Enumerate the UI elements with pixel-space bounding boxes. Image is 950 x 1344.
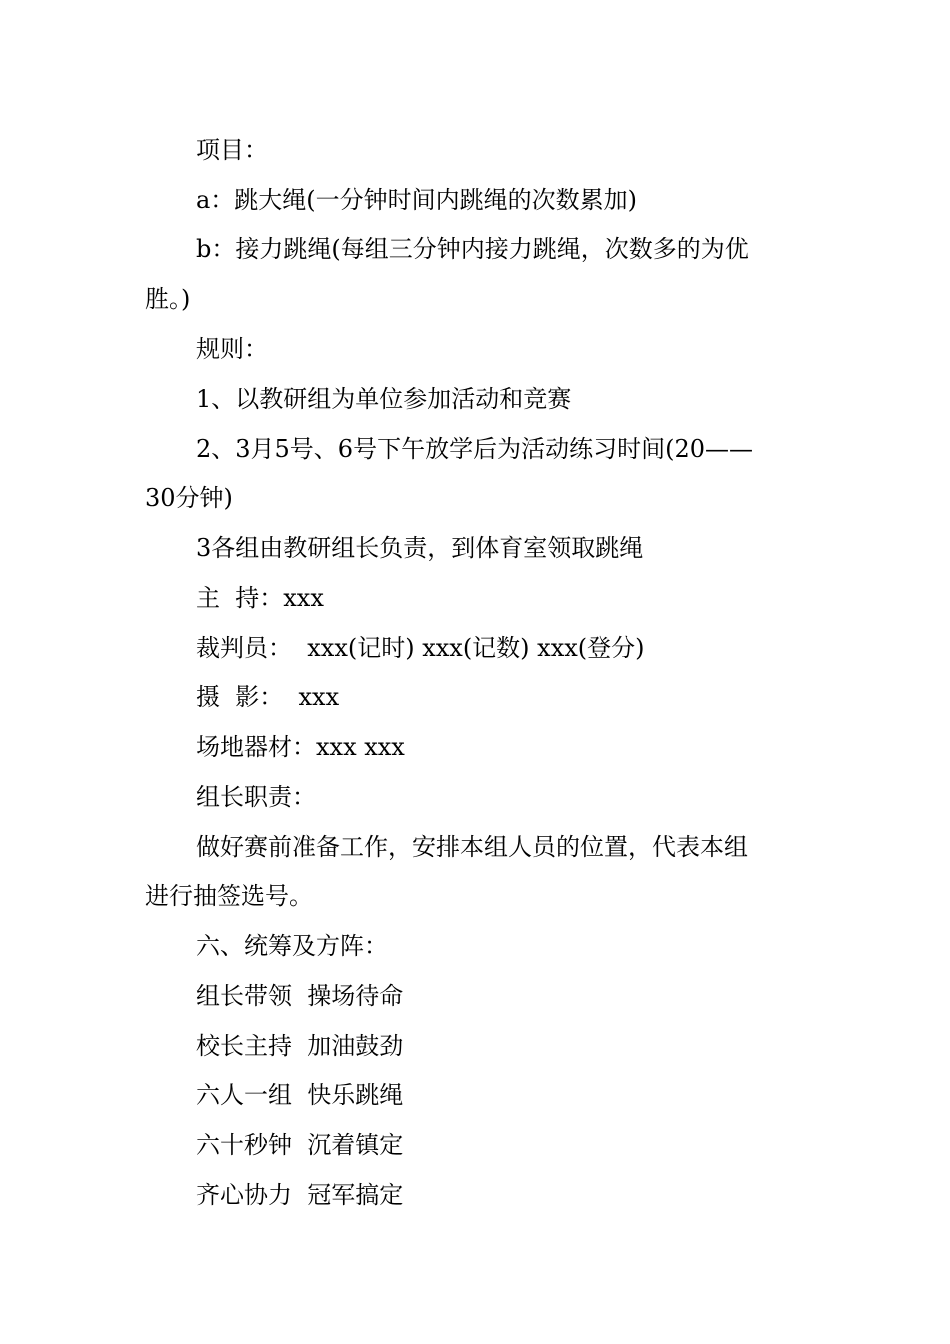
section-heading-rules: 规则： [196,335,268,363]
leader-duties-text: 做好赛前准备工作，安排本组人员的位置，代表本组 [196,833,748,861]
section-heading-leader-duties: 组长职责： [196,783,316,811]
slogan-line-5: 齐心协力 冠军搞定 [196,1181,404,1209]
rule-2-continued: 30分钟) [145,484,233,512]
slogan-line-2: 校长主持 加油鼓劲 [196,1032,404,1060]
slogan-line-3: 六人一组 快乐跳绳 [196,1081,404,1109]
rule-1: 1、以教研组为单位参加活动和竞赛 [196,385,572,413]
photography-line: 摄 影： xxx [196,683,340,711]
rule-3: 3各组由教研组长负责，到体育室领取跳绳 [196,534,644,562]
slogan-line-1: 组长带领 操场待命 [196,982,404,1010]
referee-line: 裁判员： xxx(记时) xxx(记数) xxx(登分) [196,634,645,662]
rule-2: 2、3月5号、6号下午放学后为活动练习时间(20—— [196,435,753,463]
item-a: a：跳大绳(一分钟时间内跳绳的次数累加) [196,186,638,214]
equipment-line: 场地器材：xxx xxx [196,733,405,761]
leader-duties-continued: 进行抽签选号。 [145,882,313,910]
slogan-line-4: 六十秒钟 沉着镇定 [196,1131,404,1159]
host-line: 主 持：xxx [196,584,324,612]
item-b-continued: 胜。) [145,285,191,313]
section-heading-items: 项目： [196,136,268,164]
item-b: b：接力跳绳(每组三分钟内接力跳绳，次数多的为优 [196,235,749,263]
section-heading-formation: 六、统筹及方阵： [196,932,388,960]
